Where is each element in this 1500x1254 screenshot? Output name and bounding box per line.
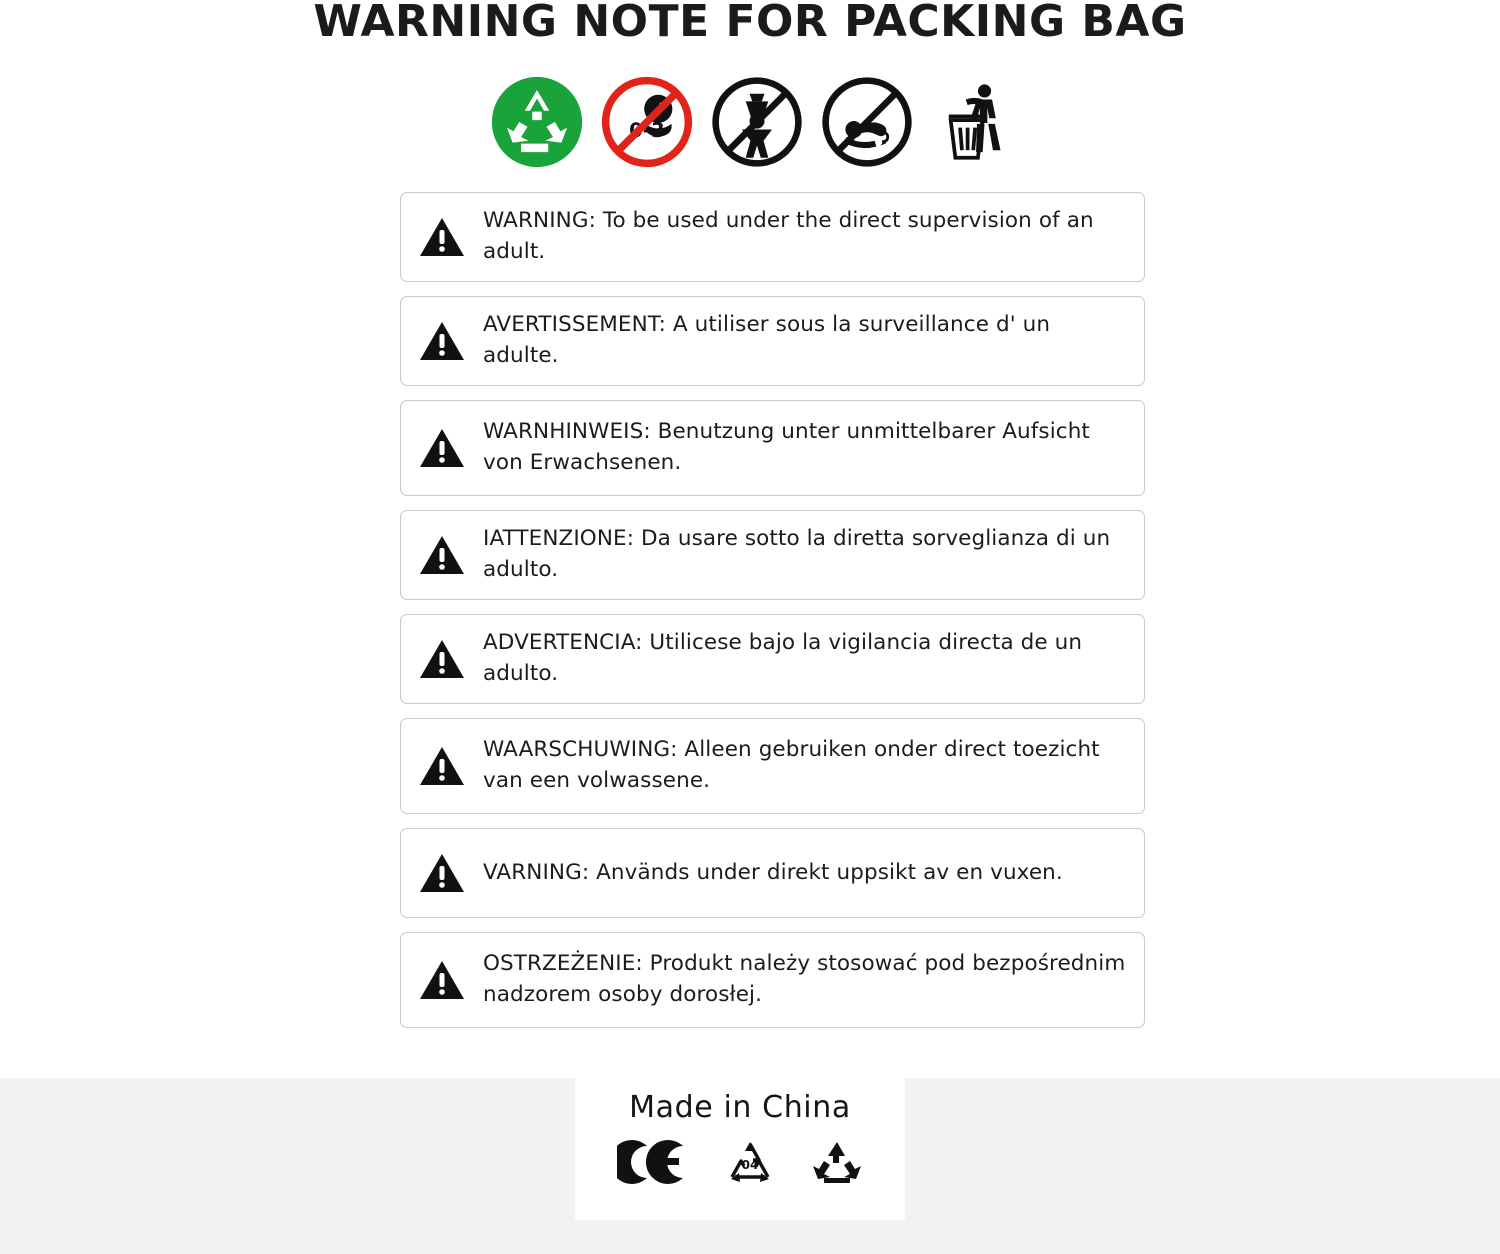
footer-card bbox=[575, 1078, 905, 1220]
green-dot-recycling-icon bbox=[811, 1139, 863, 1189]
warning-row-sv bbox=[400, 828, 1145, 918]
warning-text-it: IATTENZIONE: Da usare sotto la diretta sorveglianza di un adulto. bbox=[483, 526, 1111, 582]
warning-text-pl: OSTRZEŻENIE: Produkt należy stosować pod bezpośrednim nadzorem osoby dorosłej. bbox=[483, 951, 1126, 1007]
age-range-label: 0-3 bbox=[629, 119, 665, 143]
warning-row-fr bbox=[400, 296, 1145, 386]
warning-row-es bbox=[400, 614, 1145, 704]
warning-row-nl bbox=[400, 718, 1145, 814]
recycling-code-number: 04 bbox=[741, 1158, 759, 1172]
warning-text-fr: AVERTISSEMENT: A utiliser sous la surveillance d' un adulte. bbox=[483, 312, 1051, 368]
not-for-children-under-3-icon bbox=[600, 75, 694, 169]
warning-row-pl bbox=[400, 932, 1145, 1028]
page-title: WARNING NOTE FOR PACKING BAG bbox=[313, 0, 1187, 47]
no-plastic-bag-over-head-icon bbox=[710, 75, 804, 169]
warning-triangle-icon bbox=[419, 534, 465, 576]
pictogram-row bbox=[490, 66, 1050, 178]
warning-text-de: WARNHINWEIS: Benutzung unter unmittelbarer Aufsicht von Erwachsenen. bbox=[483, 419, 1090, 475]
made-in-label: Made in China bbox=[629, 1090, 851, 1125]
warning-text-nl: WAARSCHUWING: Alleen gebruiken onder direct toezicht van een volwassene. bbox=[483, 737, 1100, 793]
warning-triangle-icon bbox=[419, 638, 465, 680]
warning-text-en: WARNING: To be used under the direct supervision of an adult. bbox=[483, 208, 1094, 264]
warning-text-es: ADVERTENCIA: Utilicese bajo la vigilancia directa de un adulto. bbox=[483, 630, 1083, 686]
footer-marks bbox=[617, 1139, 863, 1189]
warning-list bbox=[400, 192, 1145, 1042]
warning-row-en bbox=[400, 192, 1145, 282]
warning-triangle-icon bbox=[419, 427, 465, 469]
warning-triangle-icon bbox=[419, 959, 465, 1001]
warning-row-it bbox=[400, 510, 1145, 600]
recycling-code-04-icon bbox=[723, 1139, 777, 1189]
warning-text-sv: VARNING: Används under direkt uppsikt av en vuxen. bbox=[483, 859, 1063, 885]
warning-triangle-icon bbox=[419, 320, 465, 362]
dispose-in-bin-icon bbox=[930, 75, 1024, 169]
warning-triangle-icon bbox=[419, 852, 465, 894]
no-suffocation-warning-icon bbox=[820, 75, 914, 169]
warning-row-de bbox=[400, 400, 1145, 496]
recycle-green-icon bbox=[490, 75, 584, 169]
ce-mark-icon bbox=[617, 1140, 689, 1188]
warning-triangle-icon bbox=[419, 745, 465, 787]
warning-triangle-icon bbox=[419, 216, 465, 258]
